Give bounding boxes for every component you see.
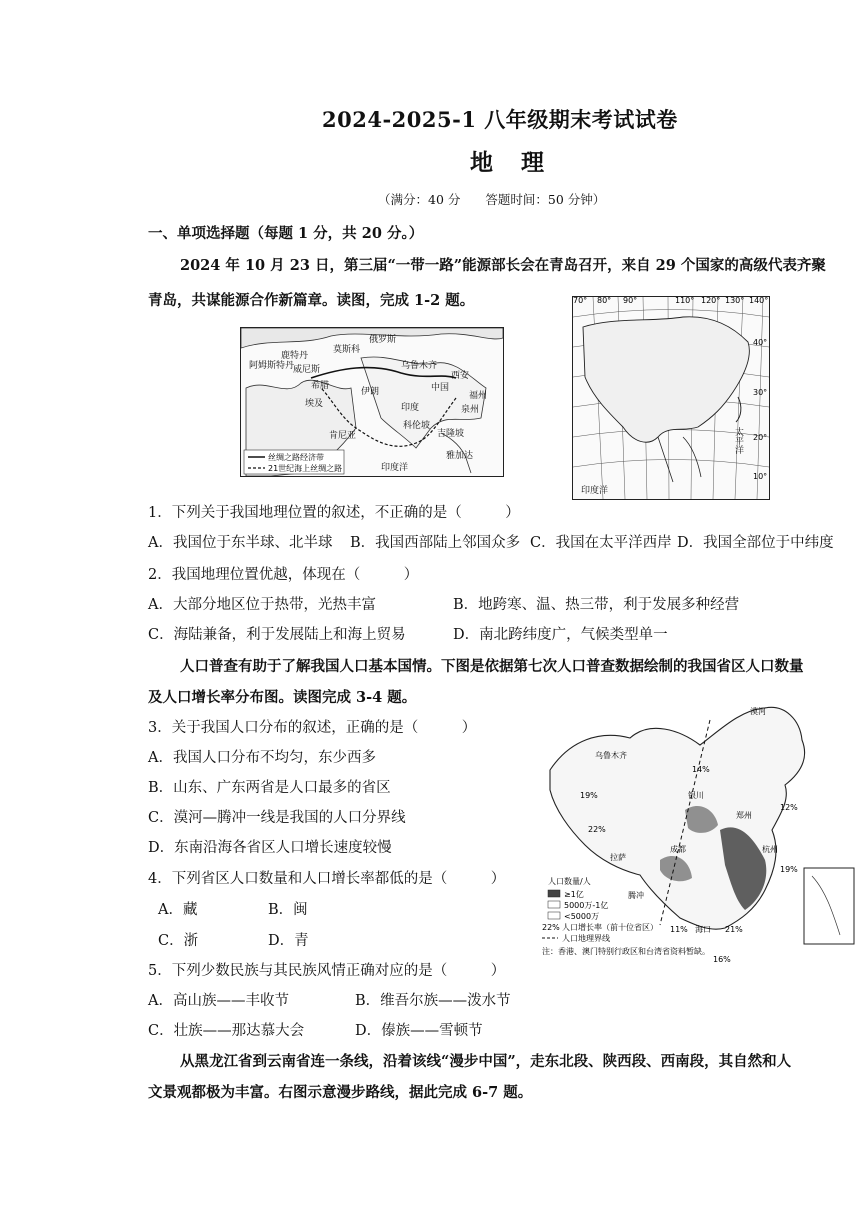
passage-3-line-2: 文景观都极为丰富。右图示意漫步路线，据此完成 6-7 题。 bbox=[148, 1084, 533, 1101]
q5-option-a[interactable]: A．高山族——丰收节 bbox=[148, 993, 289, 1009]
q2-option-d[interactable]: D．南北跨纬度广，气候类型单一 bbox=[453, 627, 668, 643]
q1-stem: 1．下列关于我国地理位置的叙述，不正确的是（ ） bbox=[148, 505, 520, 521]
map1-label-quanzhou: 泉州 bbox=[461, 405, 480, 415]
map1-label-rotterdam: 鹿特丹 bbox=[281, 351, 309, 361]
map3-label-urumqi: 乌鲁木齐 bbox=[595, 751, 627, 760]
grid-tick-20: 20° bbox=[753, 433, 768, 442]
map3-label-zhengzhou: 郑州 bbox=[736, 811, 752, 820]
map3-pct-2: 19% bbox=[580, 791, 598, 800]
belt-and-road-map bbox=[240, 327, 504, 477]
grid-tick-80: 80° bbox=[597, 297, 612, 305]
map1-label-fuzhou: 福州 bbox=[469, 391, 488, 401]
map3-label-mohe: 漠河 bbox=[750, 707, 766, 716]
q2-option-c[interactable]: C．海陆兼备，利于发展陆上和海上贸易 bbox=[148, 627, 406, 643]
map1-label-jakarta: 雅加达 bbox=[446, 451, 474, 461]
map3-label-chengdu: 成都 bbox=[670, 845, 686, 854]
map3-pct-6: 11% bbox=[670, 925, 688, 934]
grid-label-pacific: 太平洋 bbox=[733, 427, 743, 454]
map1-label-russia: 俄罗斯 bbox=[369, 335, 397, 345]
q2-option-b[interactable]: B．地跨寒、温、热三带，利于发展多种经营 bbox=[453, 597, 740, 613]
map3-pct-5: 19% bbox=[780, 865, 798, 874]
map3-pct-7: 21% bbox=[725, 925, 743, 934]
map1-label-china: 中国 bbox=[431, 383, 450, 393]
map3-pct-3: 22% bbox=[588, 825, 606, 834]
map1-label-urumqi: 乌鲁木齐 bbox=[401, 361, 438, 371]
section-heading: 一、单项选择题（每题 1 分，共 20 分。） bbox=[148, 225, 424, 242]
passage-3-line-1: 从黑龙江省到云南省连一条线，沿着该线“漫步中国”，走东北段、陕西段、西南段，其自然和人 bbox=[180, 1053, 792, 1070]
q4-option-a[interactable]: A．藏 bbox=[158, 902, 198, 918]
map1-label-egypt: 埃及 bbox=[305, 399, 324, 409]
q3-stem: 3．关于我国人口分布的叙述，正确的是（ ） bbox=[148, 720, 477, 736]
grid-tick-40: 40° bbox=[753, 338, 768, 347]
map1-label-kualalumpur: 吉隆坡 bbox=[437, 429, 465, 439]
q3-option-b[interactable]: B．山东、广东两省是人口最多的省区 bbox=[148, 780, 391, 796]
grid-tick-30: 30° bbox=[753, 388, 768, 397]
map1-label-venice: 威尼斯 bbox=[293, 365, 321, 375]
grid-tick-110: 110° bbox=[675, 297, 695, 305]
q1-option-c[interactable]: C．我国在太平洋西岸 bbox=[530, 535, 672, 551]
map3-legend-rate: 人口增长率（前十位省区） bbox=[562, 923, 658, 932]
map3-pct-8: 16% bbox=[713, 955, 731, 964]
q5-option-c[interactable]: C．壮族——那达慕大会 bbox=[148, 1023, 305, 1039]
map3-label-yinchuan: 银川 bbox=[688, 791, 704, 800]
q3-option-a[interactable]: A．我国人口分布不均匀，东少西多 bbox=[148, 750, 376, 766]
passage-1-line-2: 青岛，共谋能源合作新篇章。读图，完成 1-2 题。 bbox=[148, 292, 475, 309]
map3-pct-1: 14% bbox=[692, 765, 710, 774]
grid-tick-90: 90° bbox=[623, 297, 638, 305]
map1-label-colombo: 科伦坡 bbox=[403, 421, 431, 431]
q4-stem: 4．下列省区人口数量和人口增长率都低的是（ ） bbox=[148, 871, 506, 887]
map3-note: 注：香港、澳门特别行政区和台湾省资料暂缺。 bbox=[542, 947, 710, 956]
q1-option-a[interactable]: A．我国位于东半球、北半球 bbox=[148, 535, 333, 551]
map1-legend-land: 丝绸之路经济带 bbox=[268, 453, 324, 462]
china-population-map bbox=[540, 700, 858, 972]
q3-option-c[interactable]: C．漠河—腾冲一线是我国的人口分界线 bbox=[148, 810, 406, 826]
map3-label-haikou: 海口 bbox=[695, 925, 711, 934]
map1-label-greece: 希腊 bbox=[311, 381, 330, 391]
exam-meta: （满分：40 分 答题时间：50 分钟） bbox=[378, 192, 606, 207]
map3-legend-line: 人口地理界线 bbox=[562, 934, 610, 943]
grid-tick-140: 140° bbox=[749, 297, 769, 305]
q4-option-c[interactable]: C．浙 bbox=[158, 933, 199, 949]
map3-pct-4: 12% bbox=[780, 803, 798, 812]
q3-option-d[interactable]: D．东南沿海各省区人口增长速度较慢 bbox=[148, 840, 392, 856]
map1-label-amsterdam: 阿姆斯特丹 bbox=[249, 361, 295, 371]
map3-legend-item-3: <5000万 bbox=[564, 912, 600, 921]
q5-stem: 5．下列少数民族与其民族风情正确对应的是（ ） bbox=[148, 963, 506, 979]
grid-tick-10: 10° bbox=[753, 472, 768, 481]
grid-tick-130: 130° bbox=[725, 297, 745, 305]
map1-label-iran: 伊朗 bbox=[361, 387, 380, 397]
q1-option-d[interactable]: D．我国全部位于中纬度 bbox=[677, 535, 834, 551]
grid-tick-70: 70° bbox=[573, 297, 588, 305]
map3-label-tengchong: 腾冲 bbox=[628, 891, 644, 900]
q5-option-b[interactable]: B．维吾尔族——泼水节 bbox=[355, 993, 511, 1009]
map3-legend-rate-prefix: 22% bbox=[542, 923, 560, 932]
map3-legend-item-2: 5000万-1亿 bbox=[564, 901, 609, 910]
map1-label-moscow: 莫斯科 bbox=[333, 345, 361, 355]
population-map-svg bbox=[540, 700, 858, 972]
map3-legend-title: 人口数量/人 bbox=[548, 877, 591, 886]
map1-label-india: 印度 bbox=[401, 403, 420, 413]
exam-title: 2024-2025-1 八年级期末考试试卷 bbox=[322, 107, 678, 132]
q4-option-b[interactable]: B．闽 bbox=[268, 902, 308, 918]
q2-option-a[interactable]: A．大部分地区位于热带，光热丰富 bbox=[148, 597, 376, 613]
map1-label-kenya: 肯尼亚 bbox=[329, 431, 357, 441]
map1-label-xian: 西安 bbox=[451, 371, 470, 381]
passage-2-line-2: 及人口增长率分布图。读图完成 3-4 题。 bbox=[148, 689, 417, 706]
subject-title: 地 理 bbox=[470, 149, 555, 176]
lat-lon-grid-map bbox=[572, 296, 770, 500]
map3-legend-item-1: ≥1亿 bbox=[564, 890, 584, 899]
q5-option-d[interactable]: D．傣族——雪顿节 bbox=[355, 1023, 483, 1039]
map1-legend-sea: 21世纪海上丝绸之路 bbox=[268, 464, 343, 473]
map3-label-hangzhou: 杭州 bbox=[762, 845, 778, 854]
map3-label-lhasa: 拉萨 bbox=[610, 853, 626, 862]
passage-2-line-1: 人口普查有助于了解我国人口基本国情。下图是依据第七次人口普查数据绘制的我国省区人口数量 bbox=[180, 658, 804, 675]
map1-label-indian-ocean: 印度洋 bbox=[381, 463, 409, 473]
grid-map-svg bbox=[573, 297, 769, 499]
q4-option-d[interactable]: D．青 bbox=[268, 933, 309, 949]
passage-1-line-1: 2024 年 10 月 23 日，第三届“一带一路”能源部长会在青岛召开，来自 29 个国家的高级代表齐聚 bbox=[180, 257, 826, 274]
belt-and-road-map-svg bbox=[241, 328, 503, 476]
q1-option-b[interactable]: B．我国西部陆上邻国众多 bbox=[350, 535, 521, 551]
q2-stem: 2．我国地理位置优越，体现在（ ） bbox=[148, 567, 419, 583]
grid-label-indian-ocean: 印度洋 bbox=[581, 486, 609, 496]
grid-tick-120: 120° bbox=[701, 297, 721, 305]
